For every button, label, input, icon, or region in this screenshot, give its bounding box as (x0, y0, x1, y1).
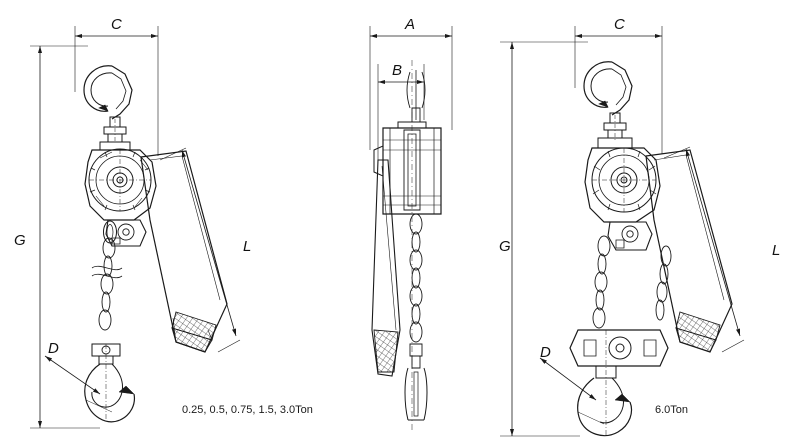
dim-a-middle (370, 26, 452, 150)
dim-label-c-right: C (614, 16, 625, 33)
dim-c-left (75, 26, 158, 156)
left-bottom-hook (85, 344, 135, 422)
dim-c-right (575, 26, 662, 154)
capacity-note-left: 0.25, 0.5, 0.75, 1.5, 3.0Ton (182, 404, 313, 416)
middle-side-view (370, 26, 452, 430)
dim-g-right (500, 42, 588, 436)
right-bottom-block (570, 330, 668, 436)
left-load-chain (92, 221, 122, 330)
dim-label-g-right: G (499, 238, 511, 255)
right-hoist-view (500, 26, 744, 436)
dim-label-g-left: G (14, 232, 26, 249)
dim-label-a-middle: A (405, 16, 416, 33)
left-top-hook (84, 66, 132, 150)
dim-d-right (540, 358, 604, 424)
dim-g-left (30, 46, 100, 428)
dim-label-d-left: D (48, 340, 59, 357)
dim-label-l-right: L (772, 242, 781, 259)
left-hoist-body (85, 149, 156, 246)
middle-chain (405, 214, 427, 420)
dim-label-c-left: C (111, 16, 122, 33)
right-hoist-body (585, 148, 660, 250)
dim-label-l-left: L (243, 238, 252, 255)
dim-label-b-middle: B (392, 62, 403, 79)
left-lever-handle (141, 151, 227, 352)
dim-label-d-right: D (540, 344, 551, 361)
capacity-note-right: 6.0Ton (655, 404, 689, 416)
right-top-hook (584, 62, 632, 148)
left-hoist-view (30, 26, 240, 428)
